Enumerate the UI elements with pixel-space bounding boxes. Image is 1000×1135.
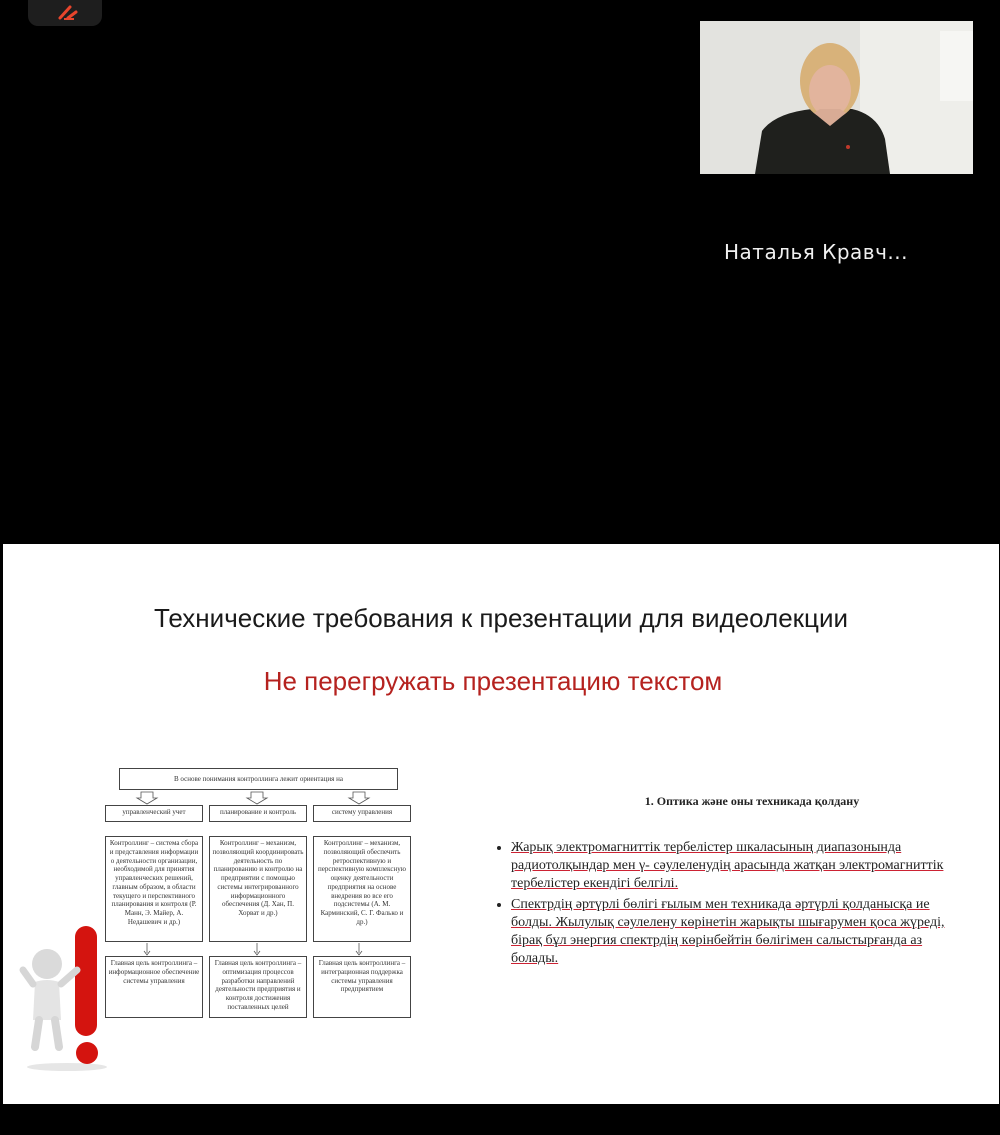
list-item: • Спектрдің әртүрлі бөлігі ғылым мен техникада әртүрлі қолданысқа ие болды. Жылулық сәулелену көрінетін жарықты шығарумен қоса жүреді, бірақ бұл энергия спектрдің көрінбейтін бөлігімен салыстырғанда аз болады. [511, 896, 967, 967]
diagram-column-header: управленческий учет [105, 805, 203, 822]
participant-name: Наталья Кравч... [724, 240, 908, 264]
slide-title: Технические требования к презентации для видеолекции [154, 603, 848, 633]
diagram-top-box: В основе понимания контроллинга лежит ориентация на [119, 768, 398, 790]
diagram-definition-box: Контроллинг – система сбора и представления информации о деятельности организации, необходимой для принятия управленческих решений, главным образом, в области текущего и перспективного планирования и контроля (Р. Манн, Э. Майер, А. Недашевич и др.) [105, 836, 203, 942]
diagram-column-header: планирование и контроль [209, 805, 307, 822]
diagram-goal-box: Главная цель контроллинга – интеграционная поддержка системы управления предприятием [313, 956, 411, 1018]
diagram-definition-box: Контроллинг – механизм, позволяющий координировать деятельность по планированию и контролю на предприятии с помощью системы интегрированного информационного обеспечения (Д. Хан, П. Хорват и др.) [209, 836, 307, 942]
participant-video[interactable] [700, 21, 973, 174]
diagram-goal-box: Главная цель контроллинга – информационное обеспечение системы управления [105, 956, 203, 1018]
controlling-diagram [101, 766, 413, 1022]
slide-subtitle: Не перегружать презентацию текстом [263, 666, 723, 696]
kazakh-text-block [497, 794, 967, 971]
microphone-muted-icon [50, 3, 80, 23]
kazakh-heading: 1. Оптика және оны техникада қолдану [644, 794, 860, 808]
diagram-definition-box: Контроллинг – механизм, позволяющий обеспечить ретроспективную и перспективную комплексную оценку деятельности предприятия на основе внедрения во все его подсистемы (А. М. Карминский, С. Г. Фалько и др.) [313, 836, 411, 942]
diagram-goal-box: Главная цель контроллинга – оптимизация процессов разработки направлений деятельности предприятия и контроля достижения поставленных целей [209, 956, 307, 1018]
diagram-column-header: систему управления [313, 805, 411, 822]
mute-indicator[interactable] [28, 0, 102, 26]
list-item: • Жарық электромагниттік тербелістер шкаласының диапазонында радиотолқындар мен γ- сәулеленудің арасында жатқан электромагниттік тербелістер екендігі белгілі. [511, 839, 967, 892]
kazakh-bullet-list [497, 839, 967, 967]
participant-video-image [700, 21, 973, 174]
shared-slide [3, 544, 999, 1104]
